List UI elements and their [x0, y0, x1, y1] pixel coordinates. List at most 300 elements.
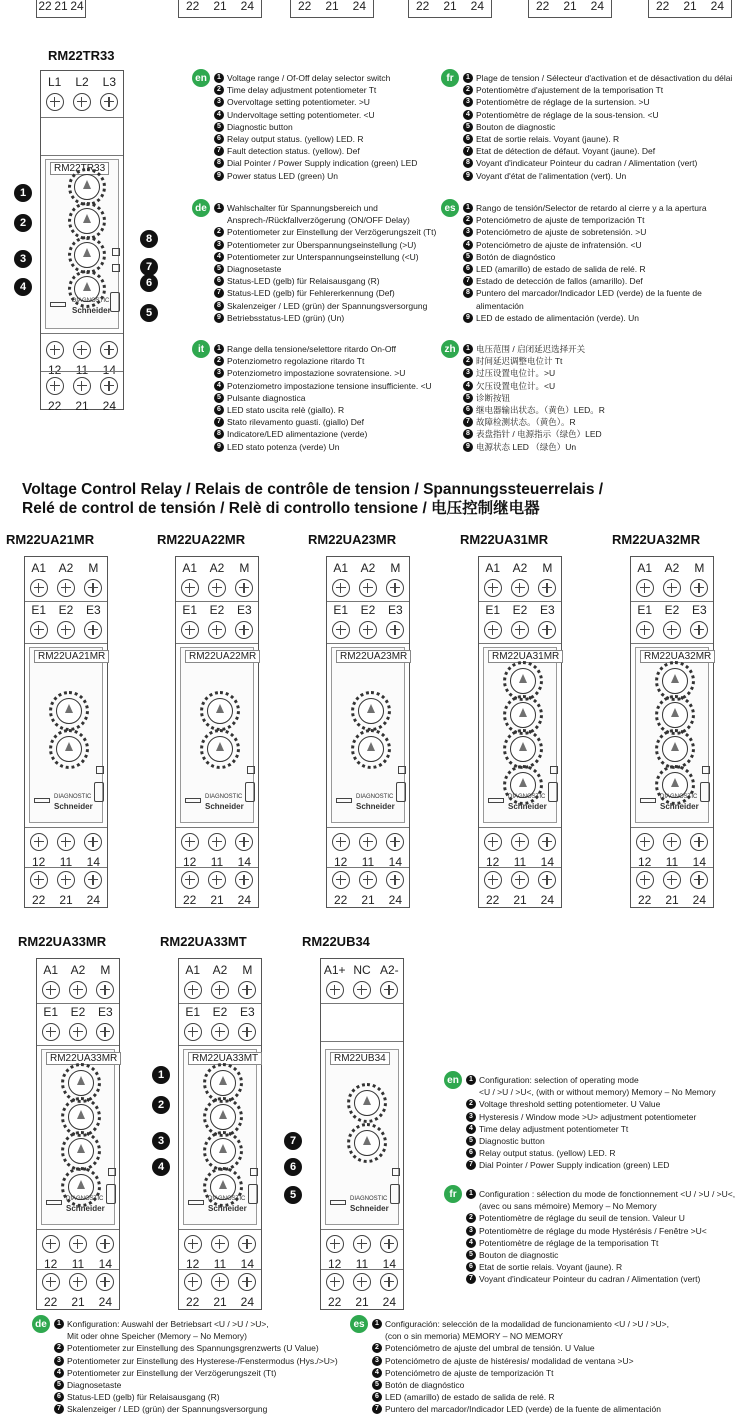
terminal-screw-row [321, 1273, 403, 1291]
led-indicator [112, 264, 120, 272]
terminal-label: 11 [361, 855, 375, 869]
terminal-screw-row [176, 621, 258, 639]
legend-item [372, 1342, 669, 1354]
terminal-label: 21 [683, 0, 697, 13]
legend-number-icon: 5 [463, 122, 473, 132]
legend-number-icon: 2 [372, 1343, 382, 1353]
terminal-label: 24 [352, 0, 366, 13]
terminal-screw-row [37, 1235, 119, 1253]
terminal-screw-icon [353, 1273, 371, 1291]
legend-text: Potenciómetro de ajuste de infratensión. <U [476, 239, 642, 250]
legend-number-icon: 8 [463, 429, 473, 439]
model-plate: RM22TR33 [50, 162, 109, 175]
legend-number-icon: 1 [463, 203, 473, 213]
terminal-screw-icon [184, 1273, 202, 1291]
legend-list [54, 1318, 338, 1416]
legend-item [214, 312, 436, 324]
callout-number: 1 [14, 184, 32, 202]
terminal-label-row [631, 561, 713, 575]
relay-title: RM22UA33MR [18, 934, 107, 949]
divider [631, 867, 713, 868]
legend-text: Potentiometer zur Einstellung der Verzögerungszeit (Tt) [67, 1367, 277, 1378]
terminal-label: 21 [210, 893, 224, 907]
diagnostic-label: DIAGNOSTIC [660, 794, 698, 800]
divider [25, 827, 107, 828]
legend-item [214, 263, 436, 275]
legend-item [214, 275, 436, 287]
terminal-label: 14 [98, 1257, 112, 1271]
language-badge: en [192, 69, 210, 87]
divider [327, 643, 409, 644]
legend-text: Indicatore/LED alimentazione (verde) [227, 429, 368, 440]
legend-number-icon: 7 [54, 1404, 64, 1414]
legend-text: Betriebsstatus-LED (grün) (Un) [227, 312, 345, 323]
legend-number-icon: 5 [214, 393, 224, 403]
legend-item [372, 1367, 669, 1379]
legend-item [463, 96, 732, 108]
legend-item [466, 1225, 735, 1237]
language-badge: fr [444, 1185, 462, 1203]
divider [179, 1269, 261, 1270]
legend-number-icon: 8 [214, 301, 224, 311]
terminal-label: E1 [333, 603, 348, 617]
legend-text: Konfiguration: Auswahl der Betriebsart <U / >U / >U>, Mit oder ohne Speicher (Memory – No Memory) [67, 1319, 269, 1342]
legend-item [463, 287, 750, 311]
terminal-label: A1+ [323, 963, 346, 977]
legend-number-icon: 3 [214, 240, 224, 250]
relay-front-face [41, 1049, 118, 1225]
legend-text: Diagnostic button [479, 1136, 545, 1147]
terminal-screw-icon [326, 981, 344, 999]
callout-number: 2 [152, 1096, 170, 1114]
relay-front-face [180, 647, 257, 823]
terminal-label-row [631, 893, 713, 907]
diagnostic-button [700, 782, 710, 802]
legend-text: Botón de diagnóstico [385, 1380, 465, 1391]
terminal-label: 11 [213, 1257, 227, 1271]
slot-icon [188, 1200, 204, 1205]
terminal-label: 24 [590, 0, 604, 13]
divider [25, 643, 107, 644]
legend-item [214, 72, 417, 84]
legend-list [466, 1188, 735, 1286]
brand-logo: Schneider [356, 802, 395, 811]
legend-text: LED (amarillo) de estado de salida de relé. R [476, 264, 646, 275]
terminal-screw-icon [353, 981, 371, 999]
legend-number-icon: 4 [372, 1368, 382, 1378]
terminal-screw-icon [84, 871, 102, 889]
legend-text: Stato rilevamento guasti. (giallo) Def [227, 417, 365, 428]
diagnostic-button [396, 782, 406, 802]
slot-icon [34, 798, 50, 803]
terminal-label: 14 [540, 855, 554, 869]
section-title: Voltage Control Relay / Relais de contrôle de tension / Spannungssteuerrelais / Relé de control de tensión / Relè di controllo tensione / 电压控制继电器 [22, 481, 604, 517]
legend-text: Potentiomètre de réglage de la surtension. >U [476, 97, 650, 108]
legend-item [214, 392, 432, 404]
terminal-screw-icon [181, 621, 199, 639]
legend-item [372, 1391, 669, 1403]
terminal-label-row [176, 603, 258, 617]
terminal-label: 12 [47, 363, 62, 377]
terminal-label: M [542, 561, 553, 575]
terminal-screw-row [37, 1023, 119, 1041]
legend-text: Rango de tensión/Selector de retardo al cierre y a la apertura [476, 203, 707, 213]
terminal-label: 24 [382, 1295, 396, 1309]
terminal-label: L3 [102, 75, 116, 89]
legend-text: Status-LED (gelb) für Relaisausgang (R) [67, 1392, 220, 1403]
terminal-label: 21 [213, 0, 227, 13]
terminal-screw-row [41, 93, 123, 111]
terminal-screw-row [41, 377, 123, 395]
terminal-screw-row [25, 579, 107, 597]
terminal-label: 22 [655, 0, 670, 13]
legend-number-icon: 4 [463, 110, 473, 120]
divider [321, 1041, 403, 1042]
terminal-screw-icon [46, 93, 64, 111]
divider [41, 371, 123, 372]
terminal-label: 12 [31, 855, 46, 869]
legend-item [214, 287, 436, 299]
terminal-screw-icon [663, 871, 681, 889]
terminal-screw-icon [636, 621, 654, 639]
legend-item [466, 1237, 735, 1249]
legend-text: Potentiomètre de réglage de la temporisation Tt [479, 1237, 659, 1248]
terminal-label: 11 [210, 855, 224, 869]
terminal-screw-row [25, 871, 107, 889]
terminal-screw-icon [538, 871, 556, 889]
terminal-screw-icon [181, 871, 199, 889]
terminal-label: 14 [692, 855, 706, 869]
potentiometer-dial-icon [358, 736, 384, 762]
legend-item [214, 251, 436, 263]
led-indicator [112, 248, 120, 256]
legend-number-icon: 3 [372, 1356, 382, 1366]
terminal-screw-icon [46, 377, 64, 395]
terminal-screw-row [631, 621, 713, 639]
legend-number-icon: 2 [466, 1213, 476, 1223]
slot-icon [640, 798, 656, 803]
terminal-screw-icon [663, 579, 681, 597]
legend-number-icon: 1 [466, 1189, 476, 1199]
potentiometer-dial-icon [68, 1070, 94, 1096]
led-indicator [96, 766, 104, 774]
relay-body [178, 958, 262, 1310]
terminal-label: E2 [212, 1005, 228, 1019]
legend-item [54, 1342, 338, 1354]
legend-number-icon: 7 [214, 417, 224, 427]
terminal-label-row [529, 0, 611, 13]
legend-item [463, 312, 750, 324]
terminal-label: E1 [485, 603, 500, 617]
legend-list [214, 72, 417, 182]
legend-item [54, 1379, 338, 1391]
legend-item [54, 1318, 338, 1342]
language-badge: fr [441, 69, 459, 87]
terminal-label: 21 [71, 1295, 85, 1309]
legend-text: Overvoltage setting potentiometer. >U [227, 97, 370, 108]
legend-number-icon: 2 [214, 356, 224, 366]
terminal-screw-row [631, 579, 713, 597]
legend-text: Potentiometer zur Einstellung der Verzögerungszeit (Tt) [227, 227, 437, 238]
legend-number-icon: 2 [463, 215, 473, 225]
legend-number-icon: 5 [466, 1136, 476, 1146]
callout-number: 5 [284, 1186, 302, 1204]
terminal-screw-icon [30, 621, 48, 639]
divider [479, 867, 561, 868]
terminal-screw-icon [208, 621, 226, 639]
terminal-label: 21 [325, 0, 339, 13]
cropped-relay-bottom [528, 0, 612, 18]
legend-number-icon: 7 [463, 276, 473, 286]
terminal-label-row [41, 363, 123, 377]
led-indicator [702, 766, 710, 774]
terminal-label-row [321, 963, 403, 977]
terminal-label-row [409, 0, 491, 13]
legend-item [463, 343, 605, 355]
terminal-label: E1 [637, 603, 652, 617]
terminal-label: A2 [212, 963, 228, 977]
legend-text: Puntero del marcador/Indicador LED (verde) de la fuente de alimentación [385, 1404, 661, 1415]
divider [327, 601, 409, 602]
terminal-label: 22 [535, 0, 550, 13]
terminal-screw-icon [57, 833, 75, 851]
terminal-label: A2 [58, 561, 74, 575]
terminal-label: 21 [361, 893, 375, 907]
model-plate: RM22UB34 [330, 1052, 390, 1065]
legend-text: Configuración: selección de la modalidad de funcionamiento <U / >U / >U>, (con o sin memoria) MEMORY – NO MEMORY [385, 1319, 669, 1342]
terminal-screw-icon [42, 1273, 60, 1291]
language-badge: de [192, 199, 210, 217]
legend-list [463, 202, 750, 324]
terminal-label: A2 [360, 561, 376, 575]
terminal-label: 14 [102, 363, 116, 377]
terminal-screw-icon [484, 621, 502, 639]
diagnostic-label: DIAGNOSTIC [66, 1196, 104, 1202]
legend-text: Potentiomètre d'ajustement de la temporisation Tt [476, 85, 664, 96]
terminal-screw-icon [235, 871, 253, 889]
legend-list [463, 343, 605, 453]
legend-list [214, 343, 432, 453]
terminal-screw-row [176, 833, 258, 851]
model-plate: RM22UA33MT [188, 1052, 262, 1065]
legend-number-icon: 2 [214, 85, 224, 95]
terminal-label-row [649, 0, 731, 13]
terminal-screw-icon [181, 579, 199, 597]
legend-item [466, 1212, 735, 1224]
terminal-label: E2 [58, 603, 74, 617]
terminal-screw-icon [690, 621, 708, 639]
legend-text: Puntero del marcador/Indicador LED (verde) de la fuente de alimentación [476, 288, 702, 311]
language-badge: it [192, 340, 210, 358]
terminal-screw-row [25, 621, 107, 639]
legend-number-icon: 1 [54, 1319, 64, 1329]
legend-item [463, 392, 605, 404]
slot-icon [50, 302, 66, 307]
legend-number-icon: 9 [463, 442, 473, 452]
terminal-screw-icon [511, 871, 529, 889]
legend-item [463, 121, 732, 133]
legend-number-icon: 9 [214, 442, 224, 452]
legend-text: Potenziometro regolazione ritardo Tt [227, 356, 365, 367]
legend-text: LED stato uscita relè (giallo). R [227, 405, 345, 416]
legend-item [214, 441, 432, 453]
legend-number-icon: 1 [214, 73, 224, 83]
terminal-label-row [479, 603, 561, 617]
potentiometer-dial-icon [207, 736, 233, 762]
legend-number-icon: 5 [463, 252, 473, 262]
terminal-screw-row [327, 833, 409, 851]
potentiometer-dial-icon [68, 1138, 94, 1164]
terminal-screw-icon [511, 579, 529, 597]
terminal-label-row [321, 1295, 403, 1309]
terminal-screw-icon [380, 981, 398, 999]
potentiometer-dial-icon [354, 1090, 380, 1116]
divider [179, 1229, 261, 1230]
legend-text: 时间延迟调整电位计 Tt [476, 356, 563, 367]
model-plate: RM22UA32MR [640, 650, 715, 663]
terminal-screw-icon [511, 621, 529, 639]
divider [37, 1045, 119, 1046]
led-indicator [398, 766, 406, 774]
terminal-screw-icon [208, 833, 226, 851]
cropped-relay-bottom [290, 0, 374, 18]
relay-title: RM22UA33MT [160, 934, 247, 949]
terminal-label: A1 [333, 561, 348, 575]
relay-front-face [45, 159, 119, 329]
legend-item [463, 214, 750, 226]
terminal-screw-icon [73, 377, 91, 395]
terminal-screw-icon [326, 1273, 344, 1291]
divider [179, 1045, 261, 1046]
diagnostic-label: DIAGNOSTIC [72, 298, 110, 304]
terminal-screw-icon [332, 579, 350, 597]
terminal-label-row [179, 963, 261, 977]
legend-item [214, 226, 436, 238]
terminal-label: E3 [239, 1005, 255, 1019]
legend-item [466, 1111, 716, 1123]
terminal-label-row [291, 0, 373, 13]
terminal-label: 12 [333, 855, 348, 869]
relay-body [36, 958, 120, 1310]
terminal-screw-icon [69, 981, 87, 999]
brand-logo: Schneider [208, 1204, 247, 1213]
terminal-label: 11 [355, 1257, 369, 1271]
legend-text: Relay output status. (yellow) LED. R [479, 1148, 616, 1159]
terminal-screw-icon [332, 621, 350, 639]
terminal-screw-row [176, 579, 258, 597]
terminal-screw-row [176, 871, 258, 889]
legend-text: 电压范围 / 启闭延迟选择开关 [476, 344, 586, 354]
terminal-label: 24 [240, 1295, 254, 1309]
terminal-label: E2 [209, 603, 225, 617]
legend-number-icon: 4 [466, 1238, 476, 1248]
potentiometer-dial-icon [510, 668, 536, 694]
legend-text: Diagnosetaste [67, 1380, 122, 1391]
legend-item [54, 1367, 338, 1379]
legend-number-icon: 1 [466, 1075, 476, 1085]
terminal-label: A1 [31, 561, 46, 575]
terminal-label: A1 [43, 963, 58, 977]
diagnostic-button [248, 1184, 258, 1204]
terminal-label: 22 [637, 893, 652, 907]
terminal-screw-icon [69, 1235, 87, 1253]
legend-number-icon: 2 [463, 85, 473, 95]
legend-number-icon: 6 [463, 405, 473, 415]
terminal-screw-icon [386, 579, 404, 597]
model-plate: RM22UA33MR [46, 1052, 121, 1065]
legend-number-icon: 5 [214, 122, 224, 132]
terminal-label: 11 [71, 1257, 85, 1271]
terminal-screw-icon [96, 1023, 114, 1041]
diagnostic-label: DIAGNOSTIC [208, 1196, 246, 1202]
legend-number-icon: 5 [214, 264, 224, 274]
terminal-label-row [179, 0, 261, 13]
terminal-screw-icon [538, 579, 556, 597]
legend-number-icon: 4 [54, 1368, 64, 1378]
relay-front-face [635, 647, 712, 823]
terminal-label: 12 [182, 855, 197, 869]
led-indicator [250, 1168, 258, 1176]
terminal-label: M [100, 963, 111, 977]
potentiometer-dial-icon [510, 736, 536, 762]
cropped-relay-bottom [408, 0, 492, 18]
legend-item [463, 170, 732, 182]
legend-text: Voltage range / Of-Off delay selector switch [227, 73, 391, 83]
terminal-label: 11 [75, 363, 89, 377]
legend-item [372, 1403, 669, 1415]
callout-number: 7 [140, 258, 158, 276]
callout-number: 3 [14, 250, 32, 268]
legend-list [463, 72, 732, 182]
legend-item [214, 157, 417, 169]
terminal-screw-icon [211, 1235, 229, 1253]
potentiometer-dial-icon [207, 698, 233, 724]
terminal-label: 21 [59, 893, 73, 907]
legend-text: Plage de tension / Sélecteur d'activation et de désactivation du délai [476, 73, 733, 83]
legend-number-icon: 6 [214, 276, 224, 286]
legend-text: Potenziometro impostazione tensione insufficiente. <U [227, 380, 432, 391]
terminal-screw-icon [184, 981, 202, 999]
terminal-label: NC [353, 963, 371, 977]
potentiometer-dial-icon [56, 736, 82, 762]
terminal-screw-icon [386, 833, 404, 851]
potentiometer-dial-icon [662, 702, 688, 728]
terminal-screw-row [25, 833, 107, 851]
relay-front-face [325, 1049, 399, 1225]
divider [25, 601, 107, 602]
terminal-label: 24 [240, 0, 254, 13]
relay-body [630, 556, 714, 908]
terminal-label: E3 [387, 603, 403, 617]
legend-number-icon: 1 [463, 344, 473, 354]
legend-text: Etat de sortie relais. Voyant (jaune). R [479, 1262, 623, 1273]
legend-item [463, 251, 750, 263]
terminal-screw-icon [238, 1273, 256, 1291]
legend-number-icon: 7 [214, 288, 224, 298]
legend-text: Time delay adjustment potentiometer Tt [227, 85, 377, 96]
terminal-label: 14 [388, 855, 402, 869]
legend-item [463, 263, 750, 275]
legend-text: Potenciómetro de ajuste del umbral de tensión. U Value [385, 1343, 595, 1354]
terminal-label: 12 [43, 1257, 58, 1271]
terminal-screw-icon [46, 341, 64, 359]
terminal-label: 22 [47, 399, 62, 413]
terminal-screw-icon [235, 621, 253, 639]
legend-number-icon: 4 [463, 381, 473, 391]
legend-text: 欠压设置电位计。<U [476, 380, 556, 391]
legend-text: 电源状态 LED （绿色）Un [476, 441, 577, 452]
legend-item [463, 428, 605, 440]
